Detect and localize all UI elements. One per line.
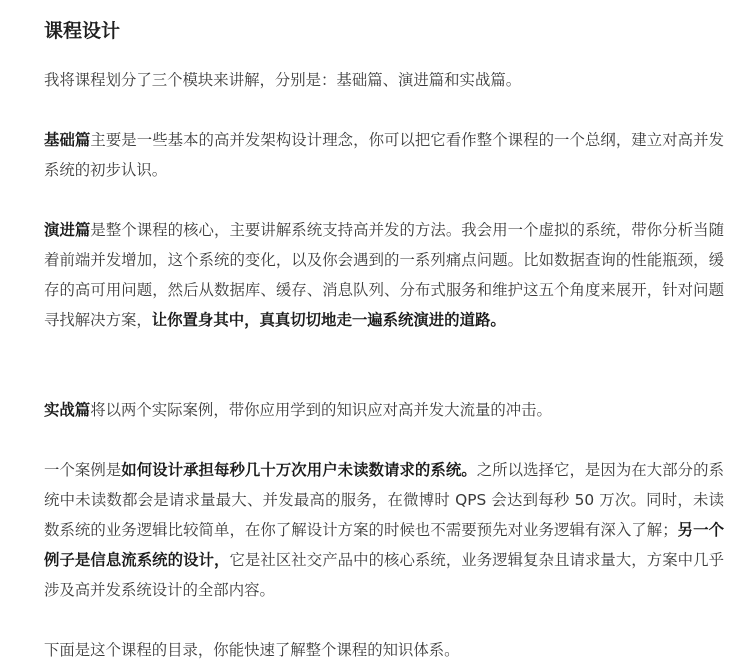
cases-tail-text: 它是社区社交产品中的核心系统，业务逻辑复杂且请求量大，方案中几乎涉及高并发系统设计的全部内容。 [44, 551, 724, 599]
evolution-paragraph [44, 215, 724, 335]
intro-text: 我将课程划分了三个模块来讲解，分别是：基础篇、演进篇和实战篇。 [44, 71, 522, 89]
evolution-label: 演进篇 [44, 221, 91, 239]
basics-text: 主要是一些基本的高并发架构设计理念，你可以把它看作整个课程的一个总纲，建立对高并发系统的初步认识。 [44, 131, 724, 179]
practice-label: 实战篇 [44, 401, 91, 419]
case-unread-count-highlight: 如何设计承担每秒几十万次用户未读数请求的系统。 [121, 461, 477, 479]
outro-paragraph [44, 635, 724, 665]
evolution-text: 是整个课程的核心，主要讲解系统支持高并发的方法。我会用一个虚拟的系统，带你分析当随着前端并发增加，这个系统的变化，以及你会遇到的一系列痛点问题。比如数据查询的性能瓶颈，缓存的高可用问题，然后从数据库、缓存、消息队列、分布式服务和维护这五个角度来展开，针对问题寻找解决方案， [44, 221, 724, 329]
cases-middle-text: 之所以选择它，是因为在大部分的系统中未读数都会是请求量最大、并发最高的服务，在微博时 QPS 会达到每秒 50 万次。同时，未读数系统的业务逻辑比较简单，在你了解设计方案的时候也不需要预先对业务逻辑有深入了解； [44, 461, 724, 539]
case-feed-highlight: 另一个例子是信息流系统的设计， [44, 521, 724, 569]
intro-paragraph [44, 65, 724, 95]
practice-text: 将以两个实际案例，带你应用学到的知识应对高并发大流量的冲击。 [90, 401, 552, 419]
basics-label: 基础篇 [44, 131, 91, 149]
basics-paragraph [44, 125, 724, 185]
cases-paragraph [44, 455, 724, 605]
practice-paragraph [44, 395, 724, 425]
outro-text: 下面是这个课程的目录，你能快速了解整个课程的知识体系。 [44, 641, 460, 659]
section-title: 课程设计 [44, 20, 121, 42]
cases-lead: 一个案例是 [44, 461, 122, 479]
evolution-highlight: 让你置身其中，真真切切地走一遍系统演进的道路。 [151, 311, 506, 329]
